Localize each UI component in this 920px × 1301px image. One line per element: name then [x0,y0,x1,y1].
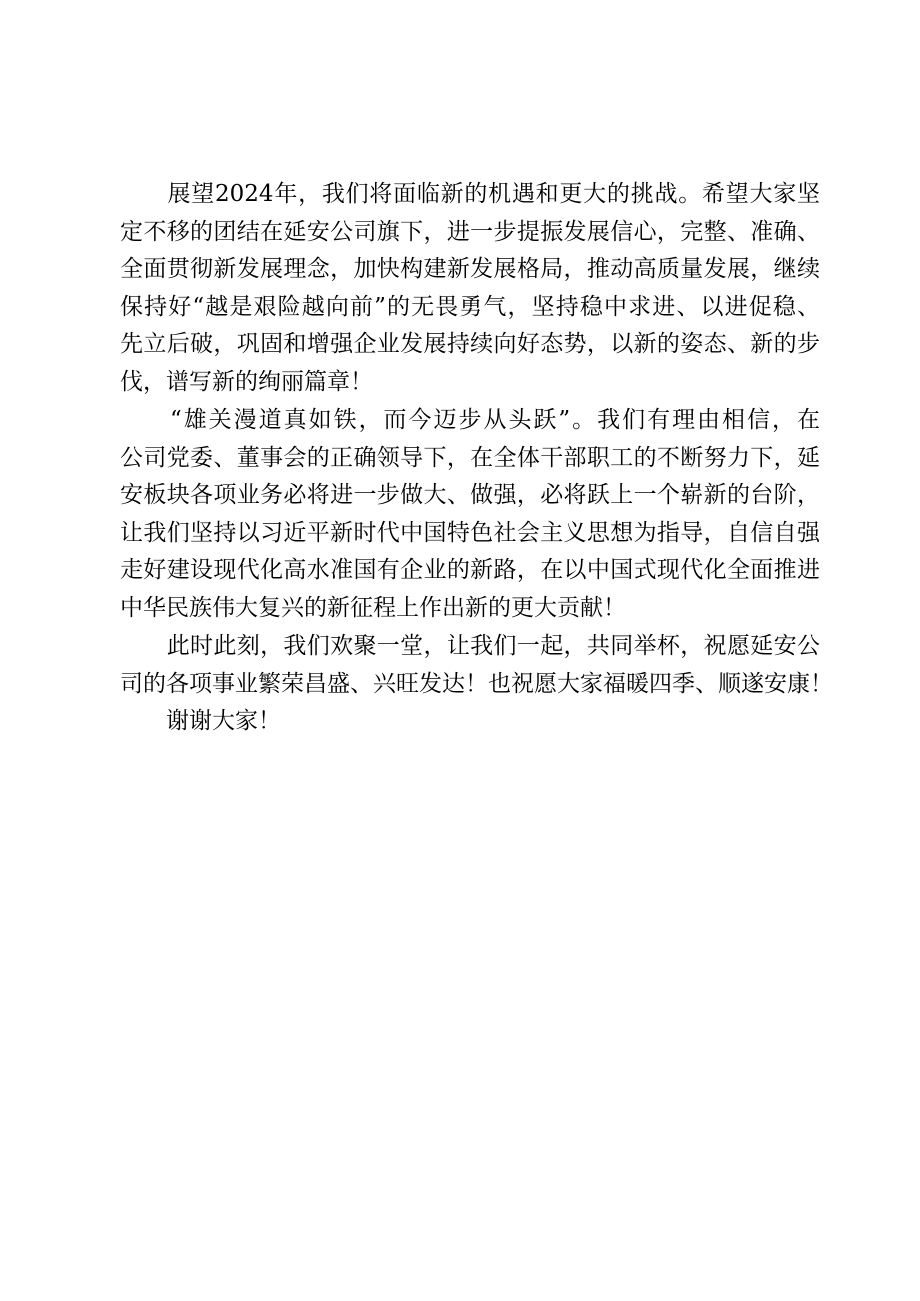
text-line: 让我们坚持以习近平新时代中国特色社会主义思想为指导，自信自强 [120,519,820,546]
text-line: 此时此刻，我们欢聚一堂，让我们一起，共同举杯，祝愿延安公 [120,633,820,659]
text-line: 伐，谱写新的绚丽篇章！ [120,368,373,395]
paragraph-outlook-2024 [120,176,820,401]
document-body [120,176,833,741]
paragraph-toast [120,628,833,703]
text-line: 保持好“越是艰险越向前”的无畏勇气，坚持稳中求进、以进促稳、 [120,293,820,320]
paragraph-quote [120,402,820,627]
text-line: 安板块各项业务必将进一步做大、做强，必将跃上一个崭新的台阶， [120,482,820,508]
text-line: 司的各项事业繁荣昌盛、兴旺发达！也祝愿大家福暖四季、顺遂安康！ [120,670,833,697]
paragraph-thanks [120,703,820,741]
text-line: 全面贯彻新发展理念，加快构建新发展格局，推动高质量发展，继续 [120,256,820,282]
text-line: “雄关漫道真如铁，而今迈步从头跃”。我们有理由相信，在 [120,407,820,433]
text-line: 公司党委、董事会的正确领导下，在全体干部职工的不断努力下，延 [120,444,820,471]
text-line: 中华民族伟大复兴的新征程上作出新的更大贡献！ [120,594,626,621]
text-line: 先立后破，巩固和增强企业发展持续向好态势，以新的姿态、新的步 [120,331,820,357]
text-line: 谢谢大家！ [120,708,281,734]
text-line: 走好建设现代化高水准国有企业的新路，在以中国式现代化全面推进 [120,557,820,583]
text-line: 展望2024年，我们将面临新的机遇和更大的挑战。希望大家坚 [120,181,820,207]
text-line: 定不移的团结在延安公司旗下，进一步提振发展信心，完整、准确、 [120,218,820,245]
